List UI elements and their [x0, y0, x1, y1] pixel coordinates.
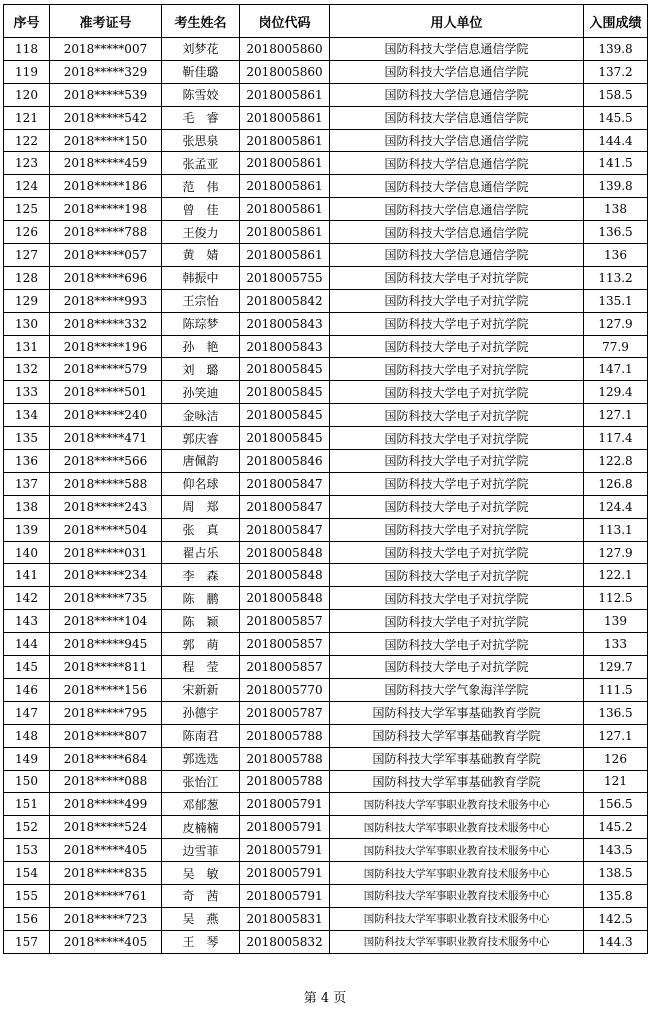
cell-employer: 国防科技大学电子对抗学院 [330, 312, 584, 335]
cell-seq: 127 [4, 244, 50, 267]
cell-score: 113.2 [584, 266, 648, 289]
cell-post-code: 2018005861 [240, 152, 330, 175]
cell-exam-id: 2018*****234 [50, 564, 162, 587]
table-row [4, 450, 648, 473]
cell-score: 137.2 [584, 60, 648, 83]
cell-employer: 国防科技大学电子对抗学院 [330, 381, 584, 404]
cell-score: 135.8 [584, 884, 648, 907]
cell-score: 129.7 [584, 656, 648, 679]
cell-post-code: 2018005860 [240, 60, 330, 83]
cell-employer: 国防科技大学电子对抗学院 [330, 335, 584, 358]
cell-exam-id: 2018*****198 [50, 198, 162, 221]
cell-seq: 148 [4, 724, 50, 747]
cell-score: 127.9 [584, 312, 648, 335]
cell-post-code: 2018005842 [240, 289, 330, 312]
cell-exam-id: 2018*****723 [50, 907, 162, 930]
cell-employer: 国防科技大学军事职业教育技术服务中心 [330, 907, 584, 930]
cell-seq: 123 [4, 152, 50, 175]
cell-name: 宋新新 [162, 678, 240, 701]
table-row [4, 60, 648, 83]
cell-post-code: 2018005857 [240, 633, 330, 656]
cell-exam-id: 2018*****542 [50, 106, 162, 129]
cell-post-code: 2018005788 [240, 747, 330, 770]
cell-name: 邓郁葱 [162, 793, 240, 816]
table-row [4, 38, 648, 61]
table-row [4, 907, 648, 930]
table-row [4, 587, 648, 610]
cell-score: 143.5 [584, 839, 648, 862]
table-row [4, 518, 648, 541]
cell-exam-id: 2018*****031 [50, 541, 162, 564]
cell-exam-id: 2018*****329 [50, 60, 162, 83]
table-row [4, 472, 648, 495]
table-row [4, 793, 648, 816]
cell-score: 122.8 [584, 450, 648, 473]
cell-post-code: 2018005846 [240, 450, 330, 473]
cell-exam-id: 2018*****243 [50, 495, 162, 518]
table-row [4, 839, 648, 862]
cell-score: 147.1 [584, 358, 648, 381]
cell-exam-id: 2018*****524 [50, 816, 162, 839]
table-row [4, 244, 648, 267]
cell-name: 张孟亚 [162, 152, 240, 175]
cell-employer: 国防科技大学军事基础教育学院 [330, 724, 584, 747]
table-row [4, 221, 648, 244]
cell-exam-id: 2018*****150 [50, 129, 162, 152]
cell-exam-id: 2018*****684 [50, 747, 162, 770]
header-name: 考生姓名 [162, 5, 240, 38]
cell-exam-id: 2018*****588 [50, 472, 162, 495]
cell-exam-id: 2018*****088 [50, 770, 162, 793]
cell-score: 126.8 [584, 472, 648, 495]
table-row [4, 495, 648, 518]
cell-seq: 144 [4, 633, 50, 656]
cell-exam-id: 2018*****761 [50, 884, 162, 907]
table-row [4, 83, 648, 106]
cell-exam-id: 2018*****945 [50, 633, 162, 656]
cell-score: 127.1 [584, 404, 648, 427]
candidate-table [3, 4, 648, 954]
cell-name: 靳佳璐 [162, 60, 240, 83]
cell-name: 张思泉 [162, 129, 240, 152]
cell-employer: 国防科技大学电子对抗学院 [330, 358, 584, 381]
table-row [4, 266, 648, 289]
cell-score: 138.5 [584, 862, 648, 885]
cell-employer: 国防科技大学电子对抗学院 [330, 289, 584, 312]
cell-exam-id: 2018*****735 [50, 587, 162, 610]
cell-seq: 135 [4, 427, 50, 450]
cell-seq: 140 [4, 541, 50, 564]
cell-seq: 139 [4, 518, 50, 541]
cell-score: 113.1 [584, 518, 648, 541]
cell-exam-id: 2018*****696 [50, 266, 162, 289]
cell-name: 郭庆睿 [162, 427, 240, 450]
cell-seq: 138 [4, 495, 50, 518]
cell-post-code: 2018005791 [240, 816, 330, 839]
cell-seq: 151 [4, 793, 50, 816]
cell-name: 陈 鹏 [162, 587, 240, 610]
cell-employer: 国防科技大学电子对抗学院 [330, 266, 584, 289]
cell-employer: 国防科技大学信息通信学院 [330, 83, 584, 106]
cell-seq: 124 [4, 175, 50, 198]
cell-name: 毛 睿 [162, 106, 240, 129]
cell-employer: 国防科技大学信息通信学院 [330, 60, 584, 83]
cell-seq: 118 [4, 38, 50, 61]
cell-post-code: 2018005848 [240, 541, 330, 564]
cell-exam-id: 2018*****795 [50, 701, 162, 724]
cell-post-code: 2018005791 [240, 839, 330, 862]
cell-post-code: 2018005857 [240, 610, 330, 633]
cell-score: 126 [584, 747, 648, 770]
cell-employer: 国防科技大学军事职业教育技术服务中心 [330, 930, 584, 953]
table-row [4, 541, 648, 564]
cell-employer: 国防科技大学军事职业教育技术服务中心 [330, 884, 584, 907]
table-row [4, 747, 648, 770]
cell-exam-id: 2018*****156 [50, 678, 162, 701]
cell-seq: 122 [4, 129, 50, 152]
cell-post-code: 2018005770 [240, 678, 330, 701]
cell-name: 皮楠楠 [162, 816, 240, 839]
table-row [4, 930, 648, 953]
cell-seq: 133 [4, 381, 50, 404]
cell-name: 仰名球 [162, 472, 240, 495]
cell-post-code: 2018005857 [240, 656, 330, 679]
cell-employer: 国防科技大学电子对抗学院 [330, 495, 584, 518]
cell-post-code: 2018005848 [240, 564, 330, 587]
cell-exam-id: 2018*****104 [50, 610, 162, 633]
cell-name: 陈南君 [162, 724, 240, 747]
cell-score: 111.5 [584, 678, 648, 701]
table-row [4, 770, 648, 793]
cell-name: 李 森 [162, 564, 240, 587]
cell-exam-id: 2018*****240 [50, 404, 162, 427]
header-score: 入围成绩 [584, 5, 648, 38]
cell-post-code: 2018005791 [240, 884, 330, 907]
cell-seq: 157 [4, 930, 50, 953]
header-post-code: 岗位代码 [240, 5, 330, 38]
cell-exam-id: 2018*****332 [50, 312, 162, 335]
table-row [4, 289, 648, 312]
cell-score: 133 [584, 633, 648, 656]
cell-exam-id: 2018*****405 [50, 839, 162, 862]
cell-name: 刘 璐 [162, 358, 240, 381]
cell-seq: 119 [4, 60, 50, 83]
header-exam-id: 准考证号 [50, 5, 162, 38]
cell-exam-id: 2018*****196 [50, 335, 162, 358]
cell-seq: 129 [4, 289, 50, 312]
cell-employer: 国防科技大学信息通信学院 [330, 152, 584, 175]
cell-seq: 137 [4, 472, 50, 495]
cell-name: 黄 婧 [162, 244, 240, 267]
table-row [4, 152, 648, 175]
cell-seq: 134 [4, 404, 50, 427]
cell-name: 王俊力 [162, 221, 240, 244]
cell-name: 陈 颖 [162, 610, 240, 633]
cell-score: 112.5 [584, 587, 648, 610]
cell-score: 135.1 [584, 289, 648, 312]
cell-employer: 国防科技大学信息通信学院 [330, 129, 584, 152]
cell-exam-id: 2018*****471 [50, 427, 162, 450]
cell-employer: 国防科技大学军事职业教育技术服务中心 [330, 793, 584, 816]
cell-employer: 国防科技大学电子对抗学院 [330, 427, 584, 450]
cell-name: 吴 燕 [162, 907, 240, 930]
cell-name: 陈琮梦 [162, 312, 240, 335]
table-body [4, 38, 648, 954]
cell-score: 142.5 [584, 907, 648, 930]
cell-score: 139 [584, 610, 648, 633]
cell-seq: 125 [4, 198, 50, 221]
cell-name: 郭 萌 [162, 633, 240, 656]
cell-post-code: 2018005845 [240, 427, 330, 450]
cell-post-code: 2018005791 [240, 862, 330, 885]
cell-post-code: 2018005861 [240, 244, 330, 267]
cell-post-code: 2018005787 [240, 701, 330, 724]
cell-name: 王宗怡 [162, 289, 240, 312]
cell-post-code: 2018005845 [240, 404, 330, 427]
cell-score: 136.5 [584, 221, 648, 244]
cell-employer: 国防科技大学军事基础教育学院 [330, 701, 584, 724]
table-row [4, 633, 648, 656]
cell-exam-id: 2018*****566 [50, 450, 162, 473]
cell-employer: 国防科技大学信息通信学院 [330, 198, 584, 221]
cell-name: 张怡江 [162, 770, 240, 793]
cell-employer: 国防科技大学信息通信学院 [330, 175, 584, 198]
cell-post-code: 2018005861 [240, 106, 330, 129]
cell-score: 156.5 [584, 793, 648, 816]
cell-seq: 149 [4, 747, 50, 770]
cell-employer: 国防科技大学信息通信学院 [330, 38, 584, 61]
cell-employer: 国防科技大学信息通信学院 [330, 106, 584, 129]
cell-post-code: 2018005788 [240, 724, 330, 747]
table-row [4, 656, 648, 679]
cell-name: 孙笑迪 [162, 381, 240, 404]
cell-employer: 国防科技大学电子对抗学院 [330, 472, 584, 495]
table-row [4, 678, 648, 701]
cell-score: 139.8 [584, 175, 648, 198]
cell-exam-id: 2018*****459 [50, 152, 162, 175]
cell-employer: 国防科技大学军事职业教育技术服务中心 [330, 862, 584, 885]
cell-post-code: 2018005788 [240, 770, 330, 793]
cell-score: 145.5 [584, 106, 648, 129]
cell-seq: 132 [4, 358, 50, 381]
cell-name: 刘梦花 [162, 38, 240, 61]
cell-seq: 120 [4, 83, 50, 106]
cell-exam-id: 2018*****007 [50, 38, 162, 61]
table-row [4, 175, 648, 198]
cell-employer: 国防科技大学信息通信学院 [330, 244, 584, 267]
cell-post-code: 2018005860 [240, 38, 330, 61]
cell-exam-id: 2018*****186 [50, 175, 162, 198]
cell-seq: 126 [4, 221, 50, 244]
cell-post-code: 2018005861 [240, 129, 330, 152]
cell-score: 145.2 [584, 816, 648, 839]
cell-exam-id: 2018*****788 [50, 221, 162, 244]
cell-score: 144.3 [584, 930, 648, 953]
cell-score: 124.4 [584, 495, 648, 518]
cell-seq: 131 [4, 335, 50, 358]
cell-name: 金咏洁 [162, 404, 240, 427]
cell-score: 136 [584, 244, 648, 267]
header-employer: 用人单位 [330, 5, 584, 38]
table-row [4, 884, 648, 907]
cell-exam-id: 2018*****057 [50, 244, 162, 267]
cell-seq: 150 [4, 770, 50, 793]
cell-score: 144.4 [584, 129, 648, 152]
cell-employer: 国防科技大学电子对抗学院 [330, 404, 584, 427]
cell-score: 138 [584, 198, 648, 221]
cell-post-code: 2018005845 [240, 381, 330, 404]
table-row [4, 427, 648, 450]
page-number: 第 4 页 [303, 991, 347, 1006]
cell-name: 曾 佳 [162, 198, 240, 221]
cell-employer: 国防科技大学军事基础教育学院 [330, 770, 584, 793]
table-row [4, 106, 648, 129]
cell-employer: 国防科技大学电子对抗学院 [330, 587, 584, 610]
cell-name: 韩振中 [162, 266, 240, 289]
cell-post-code: 2018005861 [240, 83, 330, 106]
cell-employer: 国防科技大学电子对抗学院 [330, 633, 584, 656]
cell-post-code: 2018005831 [240, 907, 330, 930]
cell-post-code: 2018005861 [240, 198, 330, 221]
cell-post-code: 2018005843 [240, 312, 330, 335]
cell-exam-id: 2018*****579 [50, 358, 162, 381]
cell-name: 吴 敏 [162, 862, 240, 885]
cell-post-code: 2018005843 [240, 335, 330, 358]
cell-name: 张 真 [162, 518, 240, 541]
cell-name: 王 琴 [162, 930, 240, 953]
table-row [4, 701, 648, 724]
cell-employer: 国防科技大学电子对抗学院 [330, 518, 584, 541]
cell-exam-id: 2018*****501 [50, 381, 162, 404]
cell-post-code: 2018005847 [240, 472, 330, 495]
cell-exam-id: 2018*****993 [50, 289, 162, 312]
cell-post-code: 2018005845 [240, 358, 330, 381]
cell-exam-id: 2018*****811 [50, 656, 162, 679]
cell-score: 136.5 [584, 701, 648, 724]
cell-post-code: 2018005755 [240, 266, 330, 289]
cell-score: 139.8 [584, 38, 648, 61]
cell-seq: 155 [4, 884, 50, 907]
cell-post-code: 2018005847 [240, 495, 330, 518]
cell-post-code: 2018005861 [240, 175, 330, 198]
cell-employer: 国防科技大学电子对抗学院 [330, 450, 584, 473]
cell-seq: 136 [4, 450, 50, 473]
table-row [4, 198, 648, 221]
table-row [4, 381, 648, 404]
table-row [4, 724, 648, 747]
table-row [4, 129, 648, 152]
table-row [4, 335, 648, 358]
cell-employer: 国防科技大学信息通信学院 [330, 221, 584, 244]
cell-name: 范 伟 [162, 175, 240, 198]
cell-name: 边雪菲 [162, 839, 240, 862]
table-row [4, 610, 648, 633]
cell-post-code: 2018005832 [240, 930, 330, 953]
table-header-row [4, 5, 648, 38]
table-row [4, 312, 648, 335]
cell-employer: 国防科技大学军事职业教育技术服务中心 [330, 816, 584, 839]
cell-seq: 153 [4, 839, 50, 862]
cell-score: 158.5 [584, 83, 648, 106]
cell-score: 122.1 [584, 564, 648, 587]
table-row [4, 404, 648, 427]
cell-employer: 国防科技大学气象海洋学院 [330, 678, 584, 701]
cell-exam-id: 2018*****504 [50, 518, 162, 541]
cell-seq: 156 [4, 907, 50, 930]
cell-employer: 国防科技大学军事基础教育学院 [330, 747, 584, 770]
cell-seq: 142 [4, 587, 50, 610]
cell-seq: 146 [4, 678, 50, 701]
cell-employer: 国防科技大学电子对抗学院 [330, 541, 584, 564]
cell-exam-id: 2018*****539 [50, 83, 162, 106]
header-seq: 序号 [4, 5, 50, 38]
cell-name: 郭选选 [162, 747, 240, 770]
cell-employer: 国防科技大学电子对抗学院 [330, 564, 584, 587]
cell-employer: 国防科技大学电子对抗学院 [330, 610, 584, 633]
cell-score: 141.5 [584, 152, 648, 175]
cell-score: 117.4 [584, 427, 648, 450]
cell-post-code: 2018005848 [240, 587, 330, 610]
cell-exam-id: 2018*****405 [50, 930, 162, 953]
table-row [4, 816, 648, 839]
cell-seq: 130 [4, 312, 50, 335]
cell-seq: 152 [4, 816, 50, 839]
cell-name: 孙 艳 [162, 335, 240, 358]
cell-name: 唐佩韵 [162, 450, 240, 473]
cell-name: 程 莹 [162, 656, 240, 679]
cell-seq: 128 [4, 266, 50, 289]
cell-score: 127.1 [584, 724, 648, 747]
cell-seq: 147 [4, 701, 50, 724]
table-row [4, 862, 648, 885]
cell-score: 77.9 [584, 335, 648, 358]
cell-score: 129.4 [584, 381, 648, 404]
cell-post-code: 2018005847 [240, 518, 330, 541]
cell-seq: 145 [4, 656, 50, 679]
cell-score: 127.9 [584, 541, 648, 564]
cell-exam-id: 2018*****807 [50, 724, 162, 747]
cell-name: 陈雪姣 [162, 83, 240, 106]
cell-name: 周 郑 [162, 495, 240, 518]
table-row [4, 564, 648, 587]
cell-seq: 121 [4, 106, 50, 129]
cell-employer: 国防科技大学电子对抗学院 [330, 656, 584, 679]
cell-post-code: 2018005791 [240, 793, 330, 816]
cell-seq: 143 [4, 610, 50, 633]
cell-employer: 国防科技大学军事职业教育技术服务中心 [330, 839, 584, 862]
cell-exam-id: 2018*****835 [50, 862, 162, 885]
cell-seq: 154 [4, 862, 50, 885]
cell-post-code: 2018005861 [240, 221, 330, 244]
table-row [4, 358, 648, 381]
cell-exam-id: 2018*****499 [50, 793, 162, 816]
cell-name: 奇 茜 [162, 884, 240, 907]
cell-name: 孙德宇 [162, 701, 240, 724]
cell-seq: 141 [4, 564, 50, 587]
cell-name: 翟占乐 [162, 541, 240, 564]
cell-score: 121 [584, 770, 648, 793]
